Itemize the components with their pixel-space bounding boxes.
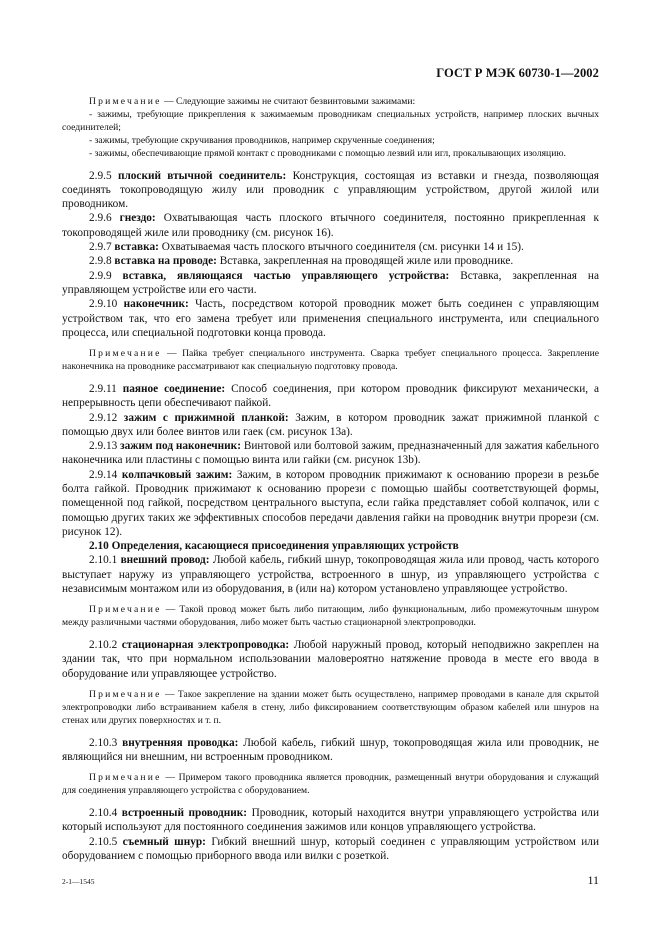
page-content [62, 96, 599, 863]
note-2: Примечание — Пайка требует специального инструмента. Сварка требует специального процесса. Закрепление наконечника на проводнике рассматривают как специальную подготовку провода. [62, 348, 599, 372]
definition-2-9-13: 2.9.13 зажим под наконечник: Винтовой или болтовой зажим, предназначенный для зажатия кабельного наконечника или пластины с помощью винта или гайки (см. рисунок 13b). [62, 440, 600, 467]
note-4: Примечание — Такое закрепление на здании может быть осуществлено, например проводами в канале для скрытой электропроводки либо встраиванием кабеля в стену, либо фиксированием соответствующим образом кабелей или шнуров на стенах или других поверхностях и т. п. [62, 689, 599, 726]
note-text: — Следующие зажимы не считают безвинтовыми зажимами: [163, 96, 416, 107]
footer-signature: 2-1—1545 [62, 877, 95, 886]
note-1-item: - зажимы, обеспечивающие прямой контакт с проводниками с помощью лезвий или игл, прокалывающих изоляцию. [89, 147, 566, 159]
note-1-item: - зажимы, требующие прикрепления к зажимаемым проводникам специальных устройств, например плоских вычных соединителей; [62, 108, 599, 133]
definition-2-9-9: 2.9.9 вставка, являющаяся частью управляющего устройства: Вставка, закрепленная на управляющем устройстве или его части. [62, 269, 599, 296]
document-header: ГОСТ Р МЭК 60730-1—2002 [436, 66, 599, 80]
definition-2-10-5: 2.10.5 съемный шнур: Гибкий внешний шнур, который соединен с управляющим устройством или оборудованием с помощью приборного ввода или вилки с розеткой. [62, 835, 599, 863]
definition-2-9-11: 2.9.11 паяное соединение: Способ соединения, при котором проводник фиксируют механически, а непрерывность цепи обеспечивают пайкой. [62, 382, 599, 410]
note-1 [62, 96, 599, 109]
note-label: Примечание [89, 96, 162, 107]
definition-2-9-14: 2.9.14 колпачковый зажим: Зажим, в котором проводник прижимают к основанию прорези в резьбе болта гайкой. Проводник прижимают к основанию прорези с помощью шайбы соответствующей формы, помещенной под гайкой, посредством центрального выступа, если гайка представляет собой колпачок, или с помощью других таких же эффективных способов передачи давления гайки на проводник внутри прорези (см. рисунок 12). [62, 468, 600, 538]
note-3: Примечание — Такой провод может быть либо питающим, либо функциональным, либо промежуточным шнуром между различными частями оборудования, либо может быть частью стационарной электропроводки. [62, 604, 599, 629]
section-heading-2-10: 2.10 Определения, касающиеся присоединения управляющих устройств [89, 540, 459, 553]
definition-2-9-5: 2.9.5 плоский втычной соединитель: Конструкция, состоящая из вставки и гнезда, позволяющая соединять токопроводящую жилу или проводник с управляющим устройством, другой жилой или проводником. [62, 169, 599, 211]
note-5: Примечание — Примером такого проводника является проводник, размещенный внутри оборудования и служащий для соединения управляющего устройства с оборудованием. [62, 772, 599, 797]
definition-2-10-2: 2.10.2 стационарная электропроводка: Любой наружный провод, который неподвижно закреплен на здании так, что при нормальном использовании маловероятно натяжение провода в месте его ввода в оборудование или управляющее устройство. [62, 639, 600, 680]
definition-2-9-7: 2.9.7 вставка: Охватываемая часть плоского втычного соединителя (см. рисунки 14 и 15). [89, 241, 524, 254]
definition-2-9-6: 2.9.6 гнездо: Охватывающая часть плоского втычного соединителя, постоянно прикрепленная к токопроводящей жиле или проводнику (см. рисунок 16). [62, 212, 599, 239]
page-number: 11 [587, 873, 599, 887]
definition-2-10-4: 2.10.4 встроенный проводник: Проводник, который находится внутри управляющего устройства или который используют для постоянного соединения зажимов или концов управляющего устройства. [62, 807, 599, 834]
note-1-item: - зажимы, требующие скручивания проводников, например скрученные соединения; [89, 134, 435, 146]
definition-2-10-3: 2.10.3 внутренняя проводка: Любой кабель, гибкий шнур, токопроводящая жила или проводник, не являющийся ни внешним, ни встроенным проводником. [62, 736, 600, 764]
definition-2-9-12: 2.9.12 зажим с прижимной планкой: Зажим, в котором проводник зажат прижимной планкой с помощью двух или более винтов или гаек (см. рисунок 13a). [62, 411, 600, 438]
definition-2-9-8: 2.9.8 вставка на проводе: Вставка, закрепленная на проводящей жиле или проводнике. [89, 255, 514, 268]
definition-2-9-10: 2.9.10 наконечник: Часть, посредством которой проводник может быть соединен с управляющим устройством так, что его замена требует или применения специального инструмента, или специального процесса, или специальной подготовки конца провода. [62, 298, 599, 339]
definition-2-10-1: 2.10.1 внешний провод: Любой кабель, гибкий шнур, токопроводящая жила или провод, часть которого выступает наружу из управляющего устройства, встроенного в шнур, из управляющего устройства с независимым монтажом или из оборудования, в (или на) котором установлено управляющее устройство. [62, 554, 600, 596]
